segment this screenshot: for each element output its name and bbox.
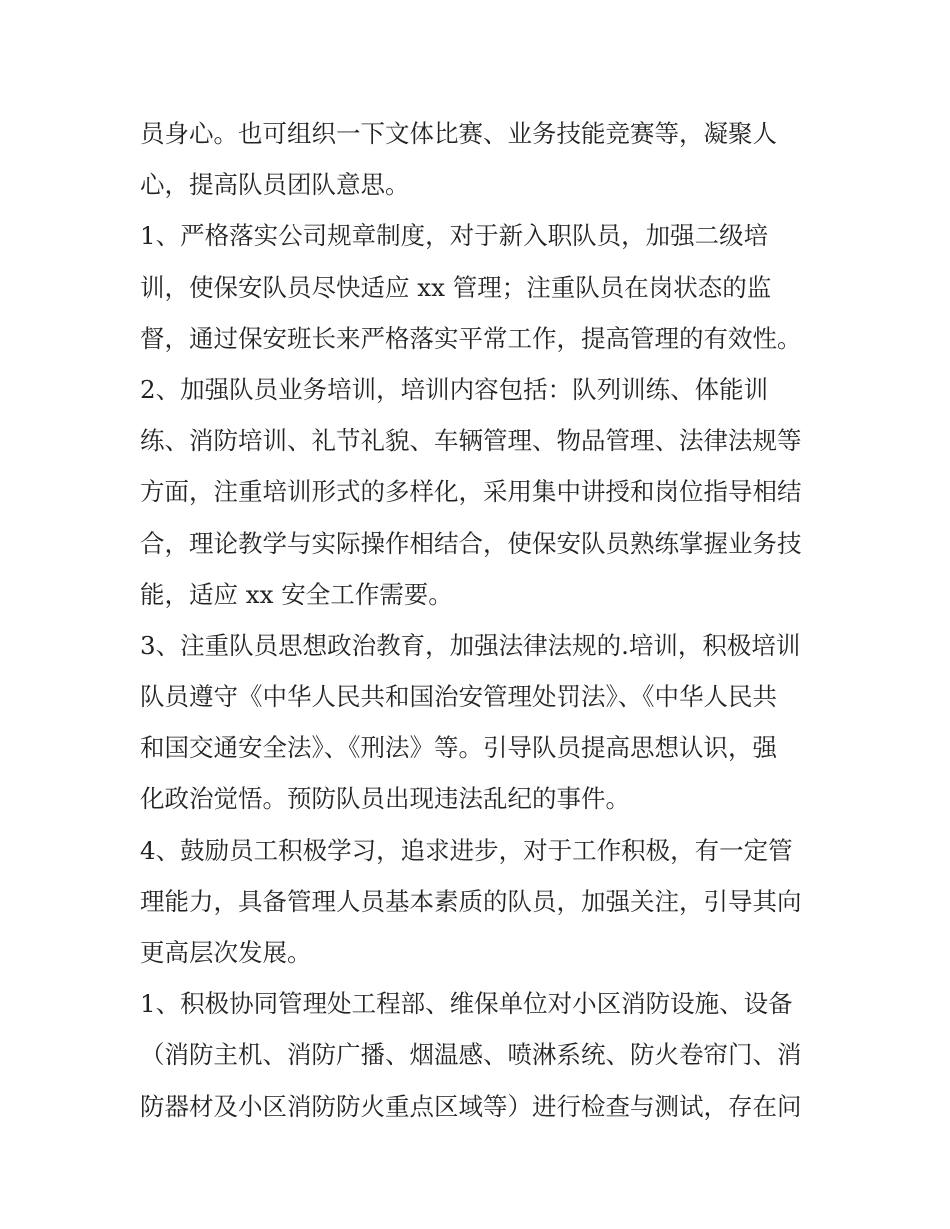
text-line: 1、严格落实公司规章制度，对于新入职队员，加强二级培 <box>140 221 769 251</box>
text-line: 1、积极协同管理处工程部、维保单位对小区消防设施、设备 <box>140 989 793 1019</box>
text-line: 化政治觉悟。预防队员出现违法乱纪的事件。 <box>140 784 630 814</box>
text-line: 员身心。也可组织一下文体比赛、业务技能竞赛等，凝聚人 <box>140 119 777 148</box>
document-body <box>140 108 820 1132</box>
text-line: 方面，注重培训形式的多样化，采用集中讲授和岗位指导相结 <box>140 477 802 507</box>
text-line: 3、注重队员思想政治教育，加强法律法规的.培训，积极培训 <box>140 630 801 660</box>
text-line: （消防主机、消防广播、烟温感、喷淋系统、防火卷帘门、消 <box>140 1040 802 1070</box>
text-line: 督，通过保安班长来严格落实平常工作，提高管理的有效性。 <box>140 323 802 353</box>
text-line: 理能力，具备管理人员基本素质的队员，加强关注，引导其向 <box>140 886 802 916</box>
text-line: 合，理论教学与实际操作相结合，使保安队员熟练掌握业务技 <box>140 528 802 558</box>
text-line: 4、鼓励员工积极学习，追求进步，对于工作积极，有一定管 <box>140 835 793 865</box>
text-line: 防器材及小区消防防火重点区域等）进行检查与测试，存在问 <box>140 1091 802 1121</box>
text-line: 心，提高队员团队意思。 <box>140 170 410 200</box>
text-line: 更高层次发展。 <box>140 938 312 967</box>
text-line: 能，适应 xx 安全工作需要。 <box>140 579 453 609</box>
text-line: 训，使保安队员尽快适应 xx 管理；注重队员在岗状态的监 <box>140 272 772 302</box>
text-line: 2、加强队员业务培训，培训内容包括：队列训练、体能训 <box>140 374 769 404</box>
text-line: 队员遵守《中华人民共和国治安管理处罚法》、《中华人民共 <box>140 682 777 712</box>
text-line: 练、消防培训、礼节礼貌、车辆管理、物品管理、法律法规等 <box>140 426 802 456</box>
text-line: 和国交通安全法》、《刑法》等。引导队员提高思想认识，强 <box>140 733 777 763</box>
